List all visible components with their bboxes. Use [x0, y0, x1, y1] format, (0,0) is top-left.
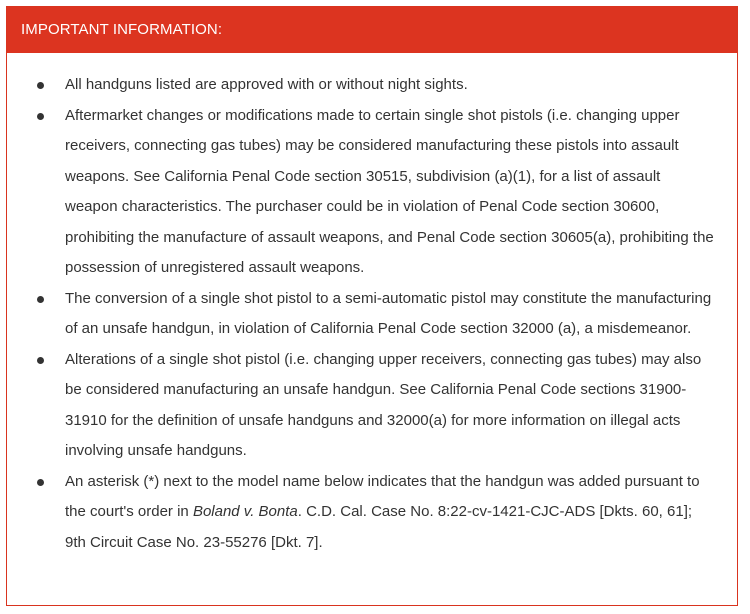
list-item — [7, 345, 717, 467]
list-item — [7, 101, 717, 284]
case-name: Boland v. Bonta — [192, 503, 298, 520]
notice-list — [7, 53, 737, 558]
list-item-text: The conversion of a single shot pistol to a semi-automatic pistol may constitute the manufacturing of an unsafe handgun, in violation of California Penal Code section 32000 (a), a misdemeanor. — [65, 289, 712, 337]
bullet-icon — [37, 479, 44, 486]
list-item-text: Aftermarket changes or modifications made to certain single shot pistols (i.e. changing upper receivers, connecting gas tubes) may be considered manufacturing these pistols into assault weapons. See California Penal Code section 30515, subdivision (a)(1), for a list of assault weapon characteristics. The purchaser could be in violation of Penal Code section 30600, prohibiting the manufacture of assault weapons, and Penal Code section 30605(a), prohibiting the possession of unregistered assault weapons. — [65, 106, 714, 276]
important-information-panel — [6, 6, 738, 606]
list-item-text: All handguns listed are approved with or without night sights. — [65, 76, 468, 93]
list-item — [7, 284, 717, 345]
list-item-text: Alterations of a single shot pistol (i.e. changing upper receivers, connecting gas tubes) may also be considered manufacturing an unsafe handgun. See California Penal Code sections 31900-31910 for the definition of unsafe handguns and 32000(a) for more information on illegal acts involving unsafe handguns. — [65, 350, 702, 459]
list-item — [7, 70, 717, 101]
bullet-icon — [37, 113, 44, 120]
panel-header: IMPORTANT INFORMATION: — [7, 7, 737, 53]
bullet-icon — [37, 357, 44, 364]
list-item — [7, 467, 717, 559]
bullet-icon — [37, 82, 44, 89]
bullet-icon — [37, 296, 44, 303]
list-item-text-after: . C.D. Cal. Case No. 8:22-cv-1421-CJC-ADS [Dkts. 60, 61]; 9th Circuit Case No. 23-55276 [Dkt. 7]. — [65, 503, 693, 551]
list-item-text-before: An asterisk (*) next to the model name below indicates that the handgun was added pursuant to the court's order in — [65, 472, 700, 520]
